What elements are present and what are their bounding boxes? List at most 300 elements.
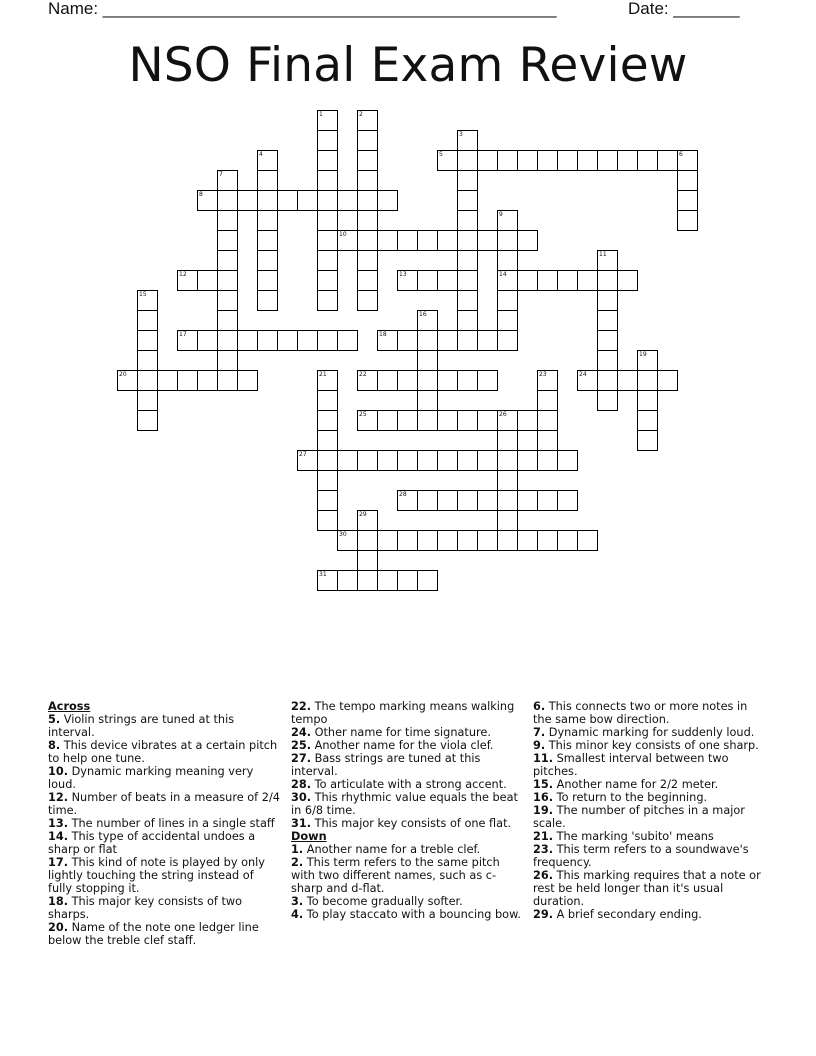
grid-cell[interactable]: [357, 150, 378, 171]
grid-cell[interactable]: [217, 210, 238, 231]
grid-cell[interactable]: [477, 450, 498, 471]
grid-cell[interactable]: [277, 190, 298, 211]
grid-cell[interactable]: [497, 210, 518, 231]
grid-cell[interactable]: [417, 410, 438, 431]
grid-cell[interactable]: [377, 330, 398, 351]
grid-cell[interactable]: [457, 270, 478, 291]
grid-cell[interactable]: [377, 190, 398, 211]
clue-number-label: 1: [319, 111, 323, 118]
clue-number: 21.: [533, 830, 554, 843]
grid-cell[interactable]: [497, 330, 518, 351]
grid-cell[interactable]: [317, 390, 338, 411]
grid-cell[interactable]: [397, 410, 418, 431]
grid-cell[interactable]: [357, 370, 378, 391]
grid-cell[interactable]: [637, 430, 658, 451]
grid-cell[interactable]: [417, 270, 438, 291]
grid-cell[interactable]: [377, 530, 398, 551]
grid-cell[interactable]: [217, 290, 238, 311]
grid-cell[interactable]: [417, 330, 438, 351]
grid-cell[interactable]: [477, 530, 498, 551]
clue-number-label: 27: [299, 451, 307, 458]
grid-cell[interactable]: [317, 210, 338, 231]
grid-cell[interactable]: [337, 230, 358, 251]
across-clue-list-1: [48, 713, 280, 947]
clue-item: [533, 739, 765, 752]
grid-cell[interactable]: [317, 230, 338, 251]
grid-cell[interactable]: [257, 230, 278, 251]
grid-cell[interactable]: [577, 150, 598, 171]
clue-number-label: 14: [499, 271, 507, 278]
clue-text: Number of beats in a measure of 2/4 time.: [48, 791, 280, 817]
grid-cell[interactable]: [477, 410, 498, 431]
grid-cell[interactable]: [257, 330, 278, 351]
grid-cell[interactable]: [217, 250, 238, 271]
grid-cell[interactable]: [357, 170, 378, 191]
grid-cell[interactable]: [177, 270, 198, 291]
clue-number-label: 13: [399, 271, 407, 278]
grid-cell[interactable]: [497, 310, 518, 331]
grid-cell[interactable]: [317, 570, 338, 591]
grid-cell[interactable]: [357, 290, 378, 311]
grid-cell[interactable]: [397, 450, 418, 471]
clues-column-2: [291, 700, 521, 921]
grid-cell[interactable]: [377, 570, 398, 591]
grid-cell[interactable]: [357, 510, 378, 531]
grid-cell[interactable]: [257, 150, 278, 171]
grid-cell[interactable]: [677, 150, 698, 171]
grid-cell[interactable]: [137, 330, 158, 351]
grid-cell[interactable]: [317, 250, 338, 271]
grid-cell[interactable]: [597, 270, 618, 291]
grid-cell[interactable]: [137, 410, 158, 431]
grid-cell[interactable]: [257, 190, 278, 211]
grid-cell[interactable]: [497, 430, 518, 451]
clue-number-label: 29: [359, 511, 367, 518]
grid-cell[interactable]: [597, 330, 618, 351]
grid-cell[interactable]: [437, 490, 458, 511]
grid-cell[interactable]: [637, 390, 658, 411]
grid-cell[interactable]: [537, 410, 558, 431]
grid-cell[interactable]: [477, 330, 498, 351]
grid-cell[interactable]: [557, 150, 578, 171]
across-clue-list-2: [291, 700, 521, 830]
grid-cell[interactable]: [557, 270, 578, 291]
grid-cell[interactable]: [597, 310, 618, 331]
grid-cell[interactable]: [537, 150, 558, 171]
name-field[interactable]: Name: ________________________________________________: [48, 0, 557, 18]
clue-number: 23.: [533, 843, 554, 856]
clue-number-label: 3: [459, 131, 463, 138]
grid-cell[interactable]: [337, 450, 358, 471]
clue-number: 22.: [291, 700, 312, 713]
grid-cell[interactable]: [497, 450, 518, 471]
grid-cell[interactable]: [317, 410, 338, 431]
grid-cell[interactable]: [317, 110, 338, 131]
grid-cell[interactable]: [517, 270, 538, 291]
grid-cell[interactable]: [297, 330, 318, 351]
grid-cell[interactable]: [297, 190, 318, 211]
grid-cell[interactable]: [437, 370, 458, 391]
grid-cell[interactable]: [477, 230, 498, 251]
clue-text: The number of lines in a single staff: [68, 817, 275, 830]
grid-cell[interactable]: [497, 410, 518, 431]
grid-cell[interactable]: [357, 250, 378, 271]
grid-cell[interactable]: [457, 410, 478, 431]
grid-cell[interactable]: [497, 470, 518, 491]
grid-cell[interactable]: [217, 350, 238, 371]
grid-cell[interactable]: [657, 150, 678, 171]
grid-cell[interactable]: [457, 190, 478, 211]
grid-cell[interactable]: [357, 190, 378, 211]
clue-text: Dynamic marking for suddenly loud.: [545, 726, 755, 739]
grid-cell[interactable]: [317, 510, 338, 531]
clue-number: 28.: [291, 778, 312, 791]
clue-text: A brief secondary ending.: [553, 908, 702, 921]
grid-cell[interactable]: [617, 270, 638, 291]
clue-text: Other name for time signature.: [311, 726, 491, 739]
clue-text: Smallest interval between two pitches.: [533, 752, 729, 778]
clue-number-label: 28: [399, 491, 407, 498]
grid-cell[interactable]: [377, 410, 398, 431]
grid-cell[interactable]: [517, 230, 538, 251]
clue-number-label: 20: [119, 371, 127, 378]
grid-cell[interactable]: [417, 370, 438, 391]
grid-cell[interactable]: [297, 450, 318, 471]
clue-text: This marking requires that a note or rest be held longer than it's usual duration.: [533, 869, 761, 908]
grid-cell[interactable]: [217, 370, 238, 391]
clue-number: 31.: [291, 817, 312, 830]
grid-cell[interactable]: [217, 270, 238, 291]
grid-cell[interactable]: [317, 450, 338, 471]
grid-cell[interactable]: [637, 410, 658, 431]
down-heading: Down: [291, 830, 327, 843]
grid-cell[interactable]: [497, 530, 518, 551]
clue-text: Another name for a treble clef.: [303, 843, 481, 856]
grid-cell[interactable]: [397, 530, 418, 551]
grid-cell[interactable]: [317, 190, 338, 211]
clue-number: 18.: [48, 895, 69, 908]
clue-text: This kind of note is played by only lightly touching the string instead of fully stopping it.: [48, 856, 265, 895]
grid-cell[interactable]: [377, 230, 398, 251]
grid-cell[interactable]: [337, 190, 358, 211]
grid-cell[interactable]: [357, 230, 378, 251]
clue-item: [48, 817, 280, 830]
grid-cell[interactable]: [517, 410, 538, 431]
grid-cell[interactable]: [537, 390, 558, 411]
grid-cell[interactable]: [257, 210, 278, 231]
clue-number-label: 19: [639, 351, 647, 358]
clue-item: [533, 791, 765, 804]
grid-cell[interactable]: [517, 530, 538, 551]
grid-cell[interactable]: [377, 450, 398, 471]
grid-cell[interactable]: [217, 330, 238, 351]
grid-cell[interactable]: [637, 350, 658, 371]
grid-cell[interactable]: [177, 330, 198, 351]
clue-text: To return to the beginning.: [553, 791, 708, 804]
clue-number-label: 18: [379, 331, 387, 338]
grid-cell[interactable]: [617, 370, 638, 391]
grid-cell[interactable]: [637, 150, 658, 171]
grid-cell[interactable]: [457, 330, 478, 351]
grid-cell[interactable]: [357, 570, 378, 591]
grid-cell[interactable]: [317, 330, 338, 351]
grid-cell[interactable]: [577, 530, 598, 551]
grid-cell[interactable]: [137, 290, 158, 311]
grid-cell[interactable]: [677, 210, 698, 231]
grid-cell[interactable]: [577, 370, 598, 391]
grid-cell[interactable]: [197, 370, 218, 391]
clue-item: [291, 908, 521, 921]
clue-item: [533, 804, 765, 830]
grid-cell[interactable]: [437, 450, 458, 471]
grid-cell[interactable]: [137, 350, 158, 371]
clue-text: This connects two or more notes in the same bow direction.: [533, 700, 748, 726]
grid-cell[interactable]: [517, 150, 538, 171]
down-clue-list-1: [291, 843, 521, 921]
grid-cell[interactable]: [397, 230, 418, 251]
grid-cell[interactable]: [537, 270, 558, 291]
clue-item: [48, 791, 280, 817]
grid-cell[interactable]: [397, 570, 418, 591]
grid-cell[interactable]: [397, 370, 418, 391]
grid-cell[interactable]: [617, 150, 638, 171]
grid-cell[interactable]: [417, 350, 438, 371]
clue-text: This type of accidental undoes a sharp or flat: [48, 830, 256, 856]
grid-cell[interactable]: [217, 230, 238, 251]
grid-cell[interactable]: [377, 370, 398, 391]
grid-cell[interactable]: [337, 530, 358, 551]
grid-cell[interactable]: [557, 530, 578, 551]
across-heading: Across: [48, 700, 91, 713]
grid-cell[interactable]: [657, 370, 678, 391]
grid-cell[interactable]: [317, 270, 338, 291]
clue-text: To become gradually softer.: [303, 895, 463, 908]
grid-cell[interactable]: [317, 430, 338, 451]
clue-number-label: 7: [219, 171, 223, 178]
grid-cell[interactable]: [497, 250, 518, 271]
clue-item: [533, 908, 765, 921]
grid-cell[interactable]: [457, 370, 478, 391]
grid-cell[interactable]: [677, 190, 698, 211]
clue-number-label: 9: [499, 211, 503, 218]
clue-number: 1.: [291, 843, 304, 856]
grid-cell[interactable]: [437, 410, 458, 431]
clue-item: [291, 791, 521, 817]
header: [0, 0, 816, 20]
clue-number-label: 6: [679, 151, 683, 158]
grid-cell[interactable]: [197, 190, 218, 211]
clue-text: Dynamic marking meaning very loud.: [48, 765, 254, 791]
grid-cell[interactable]: [437, 270, 458, 291]
grid-cell[interactable]: [417, 450, 438, 471]
grid-cell[interactable]: [537, 490, 558, 511]
grid-cell[interactable]: [597, 150, 618, 171]
grid-cell[interactable]: [337, 570, 358, 591]
grid-cell[interactable]: [457, 310, 478, 331]
grid-cell[interactable]: [357, 270, 378, 291]
grid-cell[interactable]: [117, 370, 138, 391]
clues-column-1: [48, 700, 280, 947]
grid-cell[interactable]: [257, 250, 278, 271]
grid-cell[interactable]: [497, 490, 518, 511]
grid-cell[interactable]: [517, 490, 538, 511]
grid-cell[interactable]: [137, 370, 158, 391]
grid-cell[interactable]: [417, 310, 438, 331]
grid-cell[interactable]: [397, 270, 418, 291]
grid-cell[interactable]: [317, 170, 338, 191]
grid-cell[interactable]: [457, 450, 478, 471]
grid-cell[interactable]: [597, 370, 618, 391]
grid-cell[interactable]: [197, 270, 218, 291]
clue-item: [48, 765, 280, 791]
grid-cell[interactable]: [457, 130, 478, 151]
clue-number: 3.: [291, 895, 304, 908]
clue-item: [291, 843, 521, 856]
grid-cell[interactable]: [317, 490, 338, 511]
clue-number: 4.: [291, 908, 304, 921]
grid-cell[interactable]: [317, 290, 338, 311]
grid-cell[interactable]: [357, 550, 378, 571]
clue-number: 29.: [533, 908, 554, 921]
grid-cell[interactable]: [257, 170, 278, 191]
grid-cell[interactable]: [177, 370, 198, 391]
grid-cell[interactable]: [537, 370, 558, 391]
grid-cell[interactable]: [357, 130, 378, 151]
clue-number-label: 21: [319, 371, 327, 378]
grid-cell[interactable]: [597, 250, 618, 271]
grid-cell[interactable]: [317, 150, 338, 171]
grid-cell[interactable]: [497, 150, 518, 171]
clue-number-label: 10: [339, 231, 347, 238]
grid-cell[interactable]: [157, 370, 178, 391]
grid-cell[interactable]: [437, 230, 458, 251]
grid-cell[interactable]: [457, 230, 478, 251]
grid-cell[interactable]: [437, 150, 458, 171]
grid-cell[interactable]: [597, 350, 618, 371]
grid-cell[interactable]: [597, 290, 618, 311]
grid-cell[interactable]: [137, 310, 158, 331]
grid-cell[interactable]: [537, 530, 558, 551]
clue-number-label: 24: [579, 371, 587, 378]
grid-cell[interactable]: [677, 170, 698, 191]
grid-cell[interactable]: [277, 330, 298, 351]
clue-item: [48, 830, 280, 856]
grid-cell[interactable]: [497, 230, 518, 251]
clue-number: 16.: [533, 791, 554, 804]
grid-cell[interactable]: [517, 450, 538, 471]
grid-cell[interactable]: [497, 270, 518, 291]
grid-cell[interactable]: [357, 110, 378, 131]
clue-item: [533, 752, 765, 778]
clue-number: 12.: [48, 791, 69, 804]
grid-cell[interactable]: [457, 170, 478, 191]
clue-number: 24.: [291, 726, 312, 739]
page-title: NSO Final Exam Review: [128, 38, 688, 93]
grid-cell[interactable]: [437, 530, 458, 551]
clue-item: [291, 752, 521, 778]
clue-item: [533, 726, 765, 739]
clues-column-3: [533, 700, 765, 921]
clue-item: [291, 895, 521, 908]
grid-cell[interactable]: [537, 430, 558, 451]
grid-cell[interactable]: [257, 270, 278, 291]
grid-cell[interactable]: [457, 530, 478, 551]
clue-number-label: 15: [139, 291, 147, 298]
clue-text: This rhythmic value equals the beat in 6/8 time.: [291, 791, 518, 817]
date-field[interactable]: Date: _______: [628, 0, 740, 18]
grid-cell[interactable]: [437, 330, 458, 351]
clue-text: Bass strings are tuned at this interval.: [291, 752, 481, 778]
clue-number-label: 16: [419, 311, 427, 318]
grid-cell[interactable]: [417, 570, 438, 591]
grid-cell[interactable]: [317, 370, 338, 391]
grid-cell[interactable]: [457, 150, 478, 171]
grid-cell[interactable]: [477, 370, 498, 391]
grid-cell[interactable]: [557, 450, 578, 471]
grid-cell[interactable]: [597, 390, 618, 411]
grid-cell[interactable]: [457, 250, 478, 271]
clue-number: 26.: [533, 869, 554, 882]
grid-cell[interactable]: [397, 330, 418, 351]
clue-number: 2.: [291, 856, 304, 869]
grid-cell[interactable]: [577, 270, 598, 291]
grid-cell[interactable]: [237, 330, 258, 351]
grid-cell[interactable]: [457, 490, 478, 511]
grid-cell[interactable]: [557, 490, 578, 511]
clue-number: 8.: [48, 739, 61, 752]
grid-cell[interactable]: [217, 170, 238, 191]
grid-cell[interactable]: [537, 450, 558, 471]
grid-cell[interactable]: [417, 390, 438, 411]
clue-text: To play staccato with a bouncing bow.: [303, 908, 521, 921]
grid-cell[interactable]: [497, 510, 518, 531]
grid-cell[interactable]: [357, 530, 378, 551]
down-clue-list-2: [533, 700, 765, 921]
clue-item: [533, 700, 765, 726]
grid-cell[interactable]: [237, 370, 258, 391]
grid-cell[interactable]: [137, 390, 158, 411]
grid-cell[interactable]: [217, 190, 238, 211]
grid-cell[interactable]: [317, 470, 338, 491]
clue-text: To articulate with a strong accent.: [311, 778, 507, 791]
grid-cell[interactable]: [497, 290, 518, 311]
grid-cell[interactable]: [417, 230, 438, 251]
grid-cell[interactable]: [357, 210, 378, 231]
grid-cell[interactable]: [417, 530, 438, 551]
grid-cell[interactable]: [457, 290, 478, 311]
clue-number-label: 11: [599, 251, 607, 258]
clue-number: 7.: [533, 726, 546, 739]
grid-cell[interactable]: [317, 130, 338, 151]
grid-cell[interactable]: [637, 370, 658, 391]
grid-cell[interactable]: [257, 290, 278, 311]
grid-cell[interactable]: [477, 490, 498, 511]
grid-cell[interactable]: [237, 190, 258, 211]
grid-cell[interactable]: [397, 490, 418, 511]
grid-cell[interactable]: [357, 410, 378, 431]
grid-cell[interactable]: [477, 150, 498, 171]
clue-item: [291, 726, 521, 739]
grid-cell[interactable]: [217, 310, 238, 331]
clue-item: [291, 739, 521, 752]
grid-cell[interactable]: [457, 210, 478, 231]
grid-cell[interactable]: [337, 330, 358, 351]
clue-text: Another name for the viola clef.: [311, 739, 494, 752]
grid-cell[interactable]: [197, 330, 218, 351]
grid-cell[interactable]: [417, 490, 438, 511]
grid-cell[interactable]: [357, 450, 378, 471]
clue-number-label: 22: [359, 371, 367, 378]
